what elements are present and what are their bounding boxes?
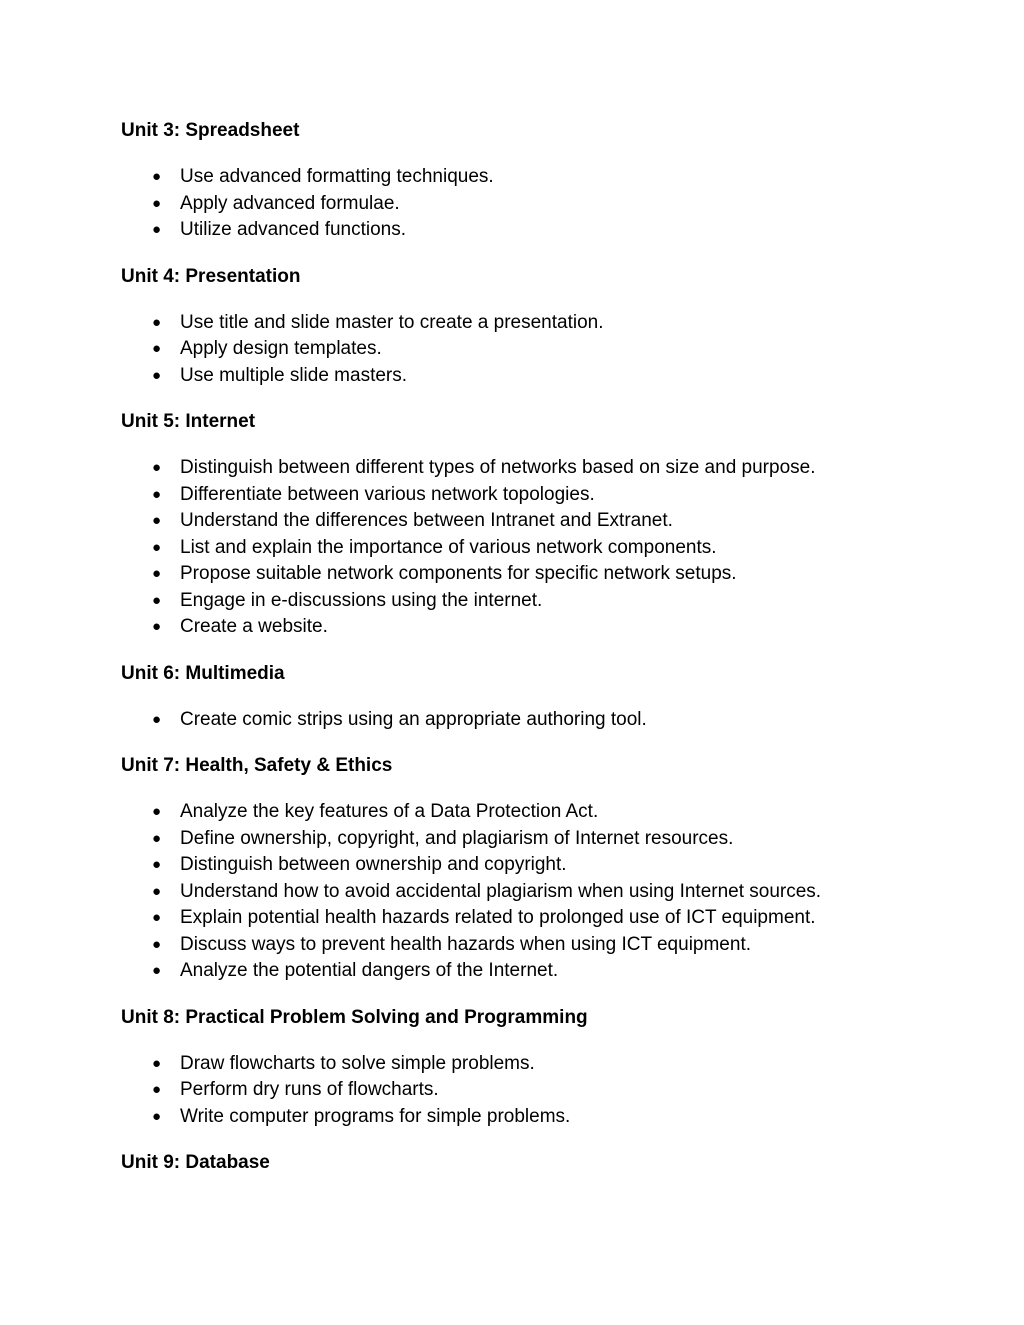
bullet-icon: ●: [152, 618, 162, 635]
list-item-text: List and explain the importance of various network components.: [180, 536, 717, 558]
syllabus-content: [121, 118, 921, 1176]
list-item: [121, 191, 921, 218]
list-item: [121, 1104, 921, 1131]
bullet-icon: ●: [152, 459, 162, 476]
bullet-icon: ●: [152, 962, 162, 979]
unit-section: [121, 753, 921, 985]
bullet-icon: ●: [152, 340, 162, 357]
list-item-text: Differentiate between various network topologies.: [180, 483, 595, 505]
list-item: [121, 932, 921, 959]
bullet-icon: ●: [152, 591, 162, 609]
list-item: [121, 1077, 921, 1104]
objective-list: [121, 164, 921, 244]
unit-section: [121, 118, 921, 244]
list-item-text: Understand how to avoid accidental plagiarism when using Internet sources.: [180, 880, 822, 902]
bullet-icon: ●: [152, 882, 162, 900]
list-item: [121, 363, 921, 390]
list-item: [121, 852, 921, 879]
list-item: [121, 455, 921, 482]
list-item-text: Define ownership, copyright, and plagiarism of Internet resources.: [180, 827, 734, 849]
objective-list: [121, 310, 921, 390]
list-item-text: Explain potential health hazards related to prolonged use of ICT equipment.: [180, 907, 816, 928]
list-item-text: Use multiple slide masters.: [180, 364, 408, 386]
list-item-text: Use title and slide master to create a presentation.: [180, 311, 604, 333]
bullet-icon: ●: [152, 803, 162, 820]
objective-list: [121, 1051, 921, 1131]
unit-section: [121, 661, 921, 734]
list-item-text: Distinguish between different types of networks based on size and purpose.: [180, 457, 816, 478]
list-item-text: Utilize advanced functions.: [180, 219, 407, 240]
list-item-text: Apply design templates.: [180, 338, 382, 359]
unit-section: [121, 264, 921, 390]
list-item-text: Create a website.: [180, 616, 328, 637]
list-item: [121, 508, 921, 535]
list-item-text: Perform dry runs of flowcharts.: [180, 1079, 439, 1100]
bullet-icon: ●: [152, 1107, 162, 1125]
bullet-icon: ●: [152, 1081, 162, 1098]
list-item-text: Create comic strips using an appropriate authoring tool.: [180, 708, 647, 730]
bullet-icon: ●: [152, 512, 162, 529]
objective-list: [121, 455, 921, 641]
unit-heading: Unit 7: Health, Safety & Ethics: [121, 755, 393, 776]
list-item: [121, 707, 921, 734]
bullet-icon: ●: [152, 909, 162, 926]
unit-section: [121, 1150, 921, 1176]
objective-list: [121, 799, 921, 985]
unit-heading: Unit 8: Practical Problem Solving and Programming: [121, 1006, 588, 1028]
list-item-text: Analyze the key features of a Data Protection Act.: [180, 801, 599, 822]
list-item-text: Understand the differences between Intranet and Extranet.: [180, 510, 673, 531]
list-item: [121, 164, 921, 191]
unit-heading: Unit 6: Multimedia: [121, 662, 285, 684]
list-item: [121, 879, 921, 906]
unit-heading: Unit 4: Presentation: [121, 265, 301, 287]
list-item: [121, 905, 921, 932]
list-item: [121, 799, 921, 826]
bullet-icon: ●: [152, 168, 162, 185]
list-item-text: Propose suitable network components for specific network setups.: [180, 563, 737, 584]
bullet-icon: ●: [152, 194, 162, 212]
list-item: [121, 614, 921, 641]
list-item-text: Write computer programs for simple problems.: [180, 1105, 571, 1127]
bullet-icon: ●: [152, 710, 162, 728]
bullet-icon: ●: [152, 313, 162, 331]
bullet-icon: ●: [152, 485, 162, 503]
list-item-text: Analyze the potential dangers of the Internet.: [180, 960, 559, 981]
bullet-icon: ●: [152, 221, 162, 238]
list-item-text: Distinguish between ownership and copyright.: [180, 854, 567, 875]
list-item: [121, 958, 921, 985]
bullet-icon: ●: [152, 538, 162, 556]
list-item: [121, 535, 921, 562]
unit-heading: Unit 3: Spreadsheet: [121, 120, 300, 141]
unit-heading: Unit 5: Internet: [121, 411, 256, 432]
list-item-text: Use advanced formatting techniques.: [180, 166, 494, 187]
list-item-text: Engage in e-discussions using the internet.: [180, 589, 543, 611]
list-item: [121, 482, 921, 509]
unit-heading: Unit 9: Database: [121, 1152, 270, 1173]
list-item: [121, 826, 921, 853]
list-item-text: Discuss ways to prevent health hazards when using ICT equipment.: [180, 933, 752, 955]
bullet-icon: ●: [152, 565, 162, 582]
objective-list: [121, 707, 921, 734]
unit-section: [121, 409, 921, 641]
list-item: [121, 336, 921, 363]
list-item: [121, 310, 921, 337]
bullet-icon: ●: [152, 366, 162, 384]
list-item: [121, 561, 921, 588]
unit-section: [121, 1005, 921, 1131]
list-item-text: Draw flowcharts to solve simple problems.: [180, 1052, 535, 1074]
bullet-icon: ●: [152, 856, 162, 873]
bullet-icon: ●: [152, 829, 162, 847]
bullet-icon: ●: [152, 935, 162, 953]
list-item: [121, 588, 921, 615]
list-item: [121, 217, 921, 244]
list-item: [121, 1051, 921, 1078]
bullet-icon: ●: [152, 1054, 162, 1072]
list-item-text: Apply advanced formulae.: [180, 192, 400, 214]
